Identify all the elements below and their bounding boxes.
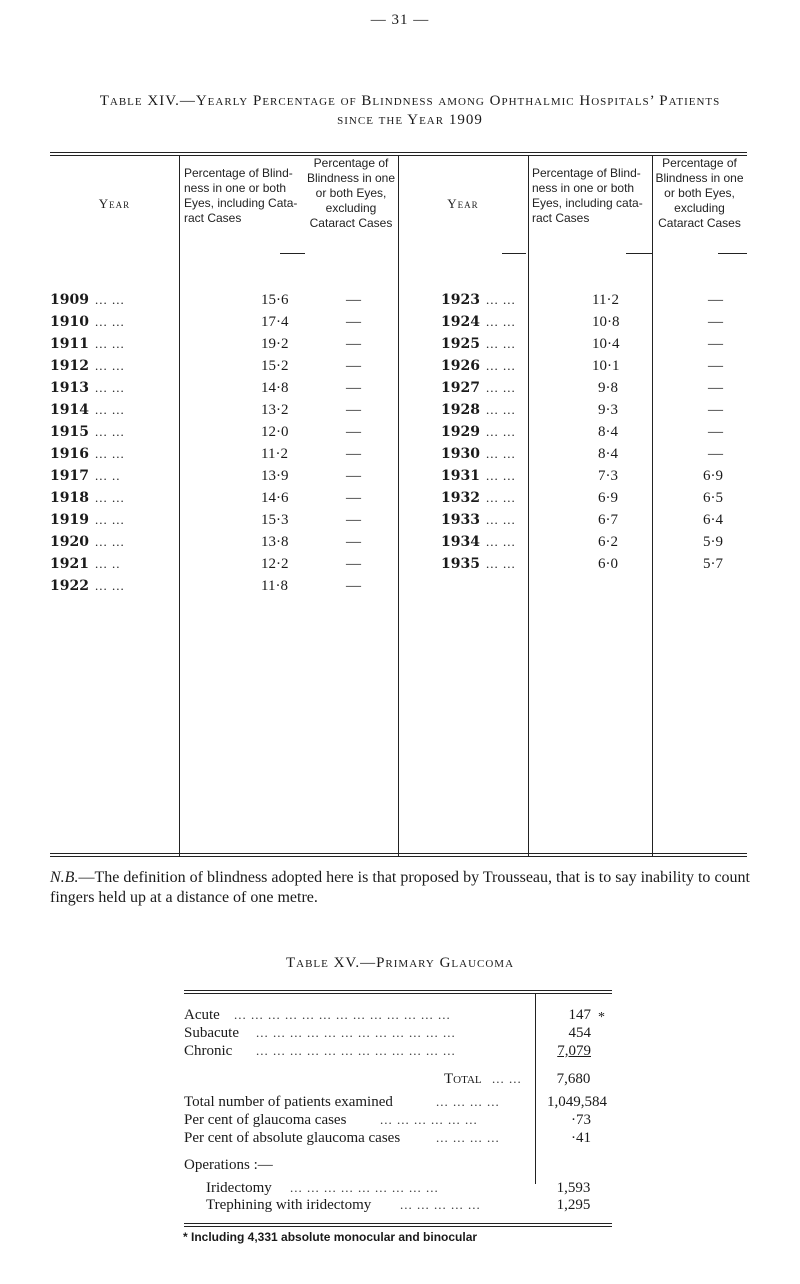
excl-cell: — bbox=[346, 314, 361, 330]
header-year-right: Year bbox=[447, 196, 479, 211]
year-cell: 1910 bbox=[50, 314, 89, 330]
row-value: 1,593 bbox=[556, 1180, 591, 1196]
leader-dots: ... ... ... ... ... ... ... ... ... ... ... ... ... bbox=[234, 1007, 451, 1022]
table-row bbox=[50, 490, 747, 511]
excl-cell: — bbox=[346, 512, 361, 528]
operation-row bbox=[184, 1197, 612, 1216]
footnote: * Including 4,331 absolute monocular and binocular bbox=[183, 1230, 478, 1244]
leader-dots: ... ... bbox=[94, 314, 125, 329]
incl-cell: 8·4 bbox=[598, 424, 618, 440]
excl-cell: — bbox=[708, 292, 723, 308]
year-cell: 1915 bbox=[50, 424, 89, 440]
total-value: 7,680 bbox=[556, 1071, 591, 1087]
incl-cell: 10·1 bbox=[592, 358, 620, 374]
header-incl-right: Percentage of Blind- ness in one or both Eyes, including cata- ract Cases bbox=[532, 166, 643, 225]
leader-dots: ... ... bbox=[485, 380, 516, 395]
incl-cell: 14·6 bbox=[261, 490, 289, 506]
excl-cell: — bbox=[708, 402, 723, 418]
row-value: 1,049,584 bbox=[547, 1094, 607, 1110]
year-cell: 1932 bbox=[441, 490, 480, 506]
table-row bbox=[50, 380, 747, 401]
leader-dots: ... ... ... ... ... bbox=[400, 1197, 481, 1212]
leader-dots: ... ... bbox=[94, 402, 125, 417]
table-top-rule bbox=[184, 990, 612, 991]
incl-cell: 17·4 bbox=[261, 314, 289, 330]
row-value: ·73 bbox=[571, 1112, 591, 1128]
excl-cell: — bbox=[346, 402, 361, 418]
header-excl-right: Percentage of Blindness in one or both Eyes, excluding Cataract Cases bbox=[655, 156, 744, 230]
glaucoma-row-acute bbox=[184, 1007, 612, 1026]
table-row bbox=[50, 314, 747, 335]
incl-cell: 8·4 bbox=[598, 446, 618, 462]
incl-cell: 10·8 bbox=[592, 314, 620, 330]
incl-cell: 7·3 bbox=[598, 468, 618, 484]
incl-cell: 13·9 bbox=[261, 468, 289, 484]
excl-cell: 6·4 bbox=[703, 512, 723, 528]
header-rule bbox=[718, 253, 747, 254]
year-cell: 1914 bbox=[50, 402, 89, 418]
year-cell: 1935 bbox=[441, 556, 480, 572]
header-rule bbox=[626, 253, 652, 254]
table-15-bottom-rule-inner bbox=[184, 1226, 612, 1227]
year-cell: 1920 bbox=[50, 534, 89, 550]
year-cell: 1912 bbox=[50, 358, 89, 374]
excl-cell: — bbox=[708, 446, 723, 462]
row-value: 7,079 bbox=[557, 1043, 591, 1059]
excl-cell: — bbox=[346, 556, 361, 572]
leader-dots: ... ... bbox=[485, 512, 516, 527]
leader-dots: ... ... ... ... ... ... bbox=[380, 1112, 478, 1127]
excl-cell: — bbox=[346, 468, 361, 484]
leader-dots: ... ... ... ... bbox=[436, 1094, 500, 1109]
leader-dots: ... ... bbox=[485, 490, 516, 505]
year-cell: 1930 bbox=[441, 446, 480, 462]
table-14-title-line-1: Table XIV.—Yearly Percentage of Blindness among Ophthalmic Hospitals’ Patients bbox=[99, 93, 721, 109]
excl-cell: — bbox=[708, 424, 723, 440]
excl-cell: — bbox=[708, 358, 723, 374]
row-label: Acute bbox=[184, 1007, 220, 1023]
leader-dots: ... ... bbox=[485, 402, 516, 417]
row-label: Chronic bbox=[184, 1043, 233, 1059]
leader-dots: ... ... bbox=[94, 424, 125, 439]
leader-dots: ... .. bbox=[94, 468, 121, 483]
glaucoma-row-chronic bbox=[184, 1043, 612, 1062]
excl-cell: — bbox=[346, 534, 361, 550]
table-row bbox=[50, 402, 747, 423]
row-value: 1,295 bbox=[556, 1197, 591, 1213]
incl-cell: 19·2 bbox=[261, 336, 289, 352]
leader-dots: ... ... bbox=[492, 1071, 522, 1086]
leader-dots: ... ... ... ... ... ... ... ... ... ... ... ... bbox=[256, 1025, 456, 1040]
leader-dots: ... ... bbox=[94, 358, 125, 373]
incl-cell: 14·8 bbox=[261, 380, 289, 396]
row-label: Iridectomy bbox=[206, 1180, 272, 1196]
incl-cell: 6·9 bbox=[598, 490, 618, 506]
leader-dots: ... ... bbox=[94, 380, 125, 395]
header-excl-left: Percentage of Blindness in one or both Eyes, excluding Cataract Cases bbox=[306, 156, 396, 230]
table-15 bbox=[184, 990, 612, 1213]
year-cell: 1917 bbox=[50, 468, 89, 484]
incl-cell: 13·8 bbox=[261, 534, 289, 550]
stat-row bbox=[184, 1094, 612, 1113]
year-cell: 1927 bbox=[441, 380, 480, 396]
incl-cell: 11·2 bbox=[261, 446, 288, 462]
table-15-bottom-rule bbox=[184, 1223, 612, 1224]
incl-cell: 9·3 bbox=[598, 402, 618, 418]
total-label: Total bbox=[444, 1071, 482, 1087]
nb-note bbox=[50, 868, 750, 908]
operations-heading: Operations :— bbox=[184, 1157, 273, 1173]
excl-cell: 5·9 bbox=[703, 534, 723, 550]
table-row bbox=[50, 534, 747, 555]
leader-dots: ... ... bbox=[94, 512, 125, 527]
year-cell: 1934 bbox=[441, 534, 480, 550]
row-value: 147 bbox=[568, 1007, 591, 1023]
leader-dots: ... ... bbox=[485, 534, 516, 549]
excl-cell: — bbox=[346, 336, 361, 352]
year-cell: 1924 bbox=[441, 314, 480, 330]
table-bottom-rule-inner bbox=[50, 856, 747, 857]
table-row bbox=[50, 468, 747, 489]
leader-dots: ... ... bbox=[94, 490, 125, 505]
incl-cell: 6·2 bbox=[598, 534, 618, 550]
incl-cell: 15·6 bbox=[261, 292, 289, 308]
nb-text: —The definition of blindness adopted here is that proposed by Trousseau, that is to say inability to count fingers held up at a distance of one metre. bbox=[50, 869, 750, 906]
incl-cell: 13·2 bbox=[261, 402, 289, 418]
stat-row bbox=[184, 1112, 612, 1131]
table-top-rule bbox=[50, 152, 747, 153]
year-cell: 1916 bbox=[50, 446, 89, 462]
row-label: Trephining with iridectomy bbox=[206, 1197, 372, 1213]
table-14-title bbox=[70, 92, 750, 130]
year-cell: 1921 bbox=[50, 556, 89, 572]
glaucoma-row-total bbox=[184, 1071, 612, 1090]
header-incl-left: Percentage of Blind- ness in one or both Eyes, including Cata- ract Cases bbox=[184, 166, 298, 225]
header-year-left: Year bbox=[98, 196, 131, 211]
table-row bbox=[50, 446, 747, 467]
excl-cell: — bbox=[708, 336, 723, 352]
row-label: Total number of patients examined bbox=[184, 1094, 393, 1110]
excl-cell: — bbox=[346, 578, 361, 594]
year-cell: 1929 bbox=[441, 424, 480, 440]
year-cell: 1919 bbox=[50, 512, 89, 528]
leader-dots: ... ... ... ... ... ... ... ... ... ... ... ... bbox=[256, 1043, 456, 1058]
table-row bbox=[50, 336, 747, 357]
leader-dots: ... ... ... ... ... ... ... ... ... bbox=[290, 1180, 439, 1195]
leader-dots: ... ... bbox=[485, 556, 516, 571]
table-row bbox=[50, 292, 747, 313]
excl-cell: 6·5 bbox=[703, 490, 723, 506]
leader-dots: ... ... bbox=[94, 534, 125, 549]
year-cell: 1909 bbox=[50, 292, 89, 308]
incl-cell: 10·4 bbox=[592, 336, 620, 352]
table-14 bbox=[50, 152, 747, 857]
leader-dots: ... ... bbox=[485, 468, 516, 483]
table-15-title: Table XV.—Primary Glaucoma bbox=[285, 955, 515, 971]
table-row bbox=[50, 512, 747, 533]
row-label: Subacute bbox=[184, 1025, 239, 1041]
incl-cell: 15·2 bbox=[261, 358, 289, 374]
table-row bbox=[50, 578, 747, 599]
incl-cell: 6·0 bbox=[598, 556, 618, 572]
row-value: ·41 bbox=[571, 1130, 591, 1146]
year-cell: 1922 bbox=[50, 578, 89, 594]
table-row bbox=[50, 556, 747, 577]
excl-cell: 6·9 bbox=[703, 468, 723, 484]
glaucoma-row-subacute bbox=[184, 1025, 612, 1044]
year-cell: 1926 bbox=[441, 358, 480, 374]
leader-dots: ... ... bbox=[94, 578, 125, 593]
table-bottom-rule bbox=[50, 853, 747, 854]
page-number: — 31 — bbox=[370, 12, 430, 28]
leader-dots: ... ... bbox=[485, 292, 516, 307]
leader-dots: ... ... bbox=[94, 292, 125, 307]
leader-dots: ... ... bbox=[485, 446, 516, 461]
leader-dots: ... ... bbox=[485, 424, 516, 439]
leader-dots: ... ... ... ... bbox=[436, 1130, 500, 1145]
excl-cell: 5·7 bbox=[703, 556, 723, 572]
incl-cell: 9·8 bbox=[598, 380, 618, 396]
incl-cell: 12·2 bbox=[261, 556, 289, 572]
year-cell: 1931 bbox=[441, 468, 480, 484]
row-label: Per cent of glaucoma cases bbox=[184, 1112, 347, 1128]
year-cell: 1925 bbox=[441, 336, 480, 352]
incl-cell: 15·3 bbox=[261, 512, 289, 528]
excl-cell: — bbox=[346, 490, 361, 506]
leader-dots: ... ... bbox=[485, 336, 516, 351]
year-cell: 1923 bbox=[441, 292, 480, 308]
table-row bbox=[50, 424, 747, 445]
excl-cell: — bbox=[346, 446, 361, 462]
excl-cell: — bbox=[346, 380, 361, 396]
bracket-asterisk: * bbox=[598, 1010, 605, 1025]
excl-cell: — bbox=[708, 314, 723, 330]
year-cell: 1933 bbox=[441, 512, 480, 528]
leader-dots: ... ... bbox=[485, 358, 516, 373]
year-cell: 1918 bbox=[50, 490, 89, 506]
excl-cell: — bbox=[708, 380, 723, 396]
incl-cell: 11·8 bbox=[261, 578, 288, 594]
leader-dots: ... ... bbox=[94, 446, 125, 461]
incl-cell: 6·7 bbox=[598, 512, 618, 528]
row-label: Per cent of absolute glaucoma cases bbox=[184, 1130, 401, 1146]
year-cell: 1913 bbox=[50, 380, 89, 396]
excl-cell: — bbox=[346, 292, 361, 308]
nb-lead: N.B. bbox=[50, 869, 79, 886]
row-value: 454 bbox=[568, 1025, 591, 1041]
excl-cell: — bbox=[346, 424, 361, 440]
year-cell: 1911 bbox=[50, 336, 89, 352]
header-rule bbox=[502, 253, 526, 254]
excl-cell: — bbox=[346, 358, 361, 374]
stat-row bbox=[184, 1130, 612, 1149]
leader-dots: ... .. bbox=[94, 556, 121, 571]
leader-dots: ... ... bbox=[94, 336, 125, 351]
leader-dots: ... ... bbox=[485, 314, 516, 329]
table-14-title-line-2: since the Year 1909 bbox=[337, 112, 483, 128]
header-rule bbox=[280, 253, 305, 254]
table-row bbox=[50, 358, 747, 379]
table-top-rule-inner bbox=[184, 993, 612, 994]
year-cell: 1928 bbox=[441, 402, 480, 418]
incl-cell: 12·0 bbox=[261, 424, 289, 440]
incl-cell: 11·2 bbox=[592, 292, 619, 308]
